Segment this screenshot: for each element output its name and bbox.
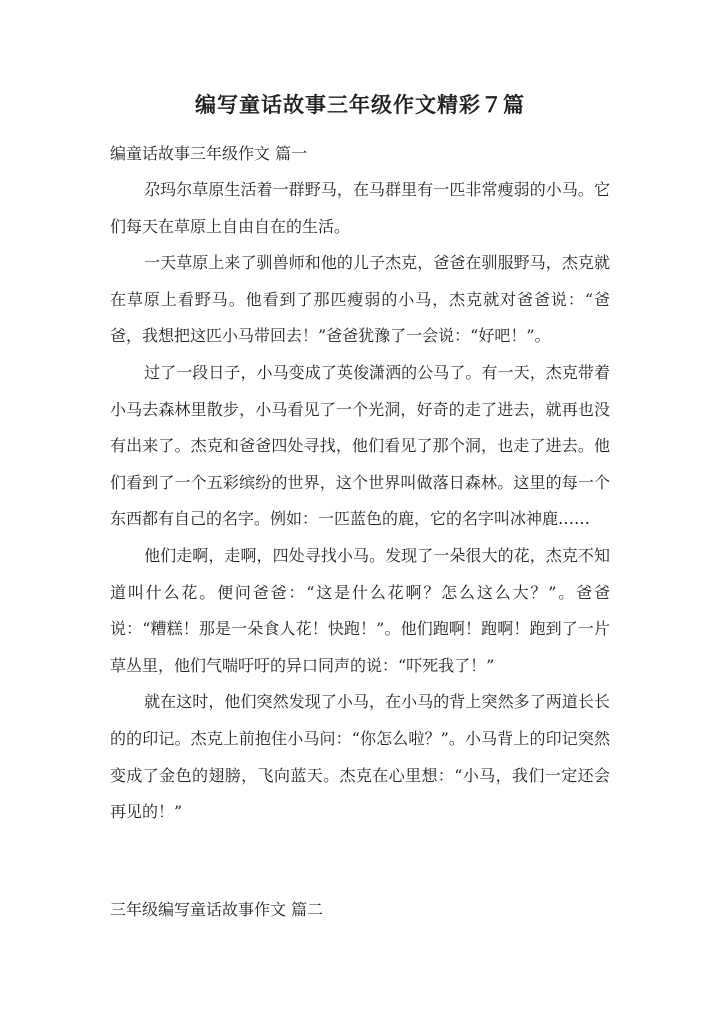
paragraph-4: 他们走啊，走啊，四处寻找小马。发现了一朵很大的花，杰克不知道叫什么花。便问爸爸：“这是什么花啊？怎么这么大？”。爸爸说：“糟糕！那是一朵食人花！快跑！”。他们跑啊！跑啊！跑到了一片草丛里，他们气喘吁吁的异口同声的说：“吓死我了！” (110, 545, 610, 675)
document-title: 编写童话故事三年级作文精彩７篇 (195, 92, 525, 117)
paragraph-1: 尕玛尔草原生活着一群野马，在马群里有一匹非常瘦弱的小马。它们每天在草原上自由自在的生活。 (110, 180, 610, 236)
paragraph-2: 一天草原上来了驯兽师和他的儿子杰克，爸爸在驯服野马，杰克就在草原上看野马。他看到了那匹瘦弱的小马，杰克就对爸爸说：“爸爸，我想把这匹小马带回去！”爸爸犹豫了一会说：“好吧！”。 (110, 253, 610, 346)
paragraph-5: 就在这时，他们突然发现了小马，在小马的背上突然多了两道长长的的印记。杰克上前抱住小马问：“你怎么啦？”。小马背上的印记突然变成了金色的翅膀，飞向蓝天。杰克在心里想：“小马，我们一定还会再见的！” (110, 692, 610, 822)
section-heading-1: 编童话故事三年级作文 篇一 (110, 144, 308, 163)
section-heading-2: 三年级编写童话故事作文 篇二 (110, 900, 324, 919)
paragraph-3: 过了一段日子，小马变成了英俊潇洒的公马了。有一天，杰克带着小马去森林里散步，小马看见了一个光洞，好奇的走了进去，就再也没有出来了。杰克和爸爸四处寻找，他们看见了那个洞，也走了进去。他们看到了一个五彩缤纷的世界，这个世界叫做落日森林。这里的每一个东西都有自己的名字。例如：一匹蓝色的鹿，它的名字叫冰神鹿…… (110, 362, 610, 529)
section-1-body (110, 172, 610, 831)
